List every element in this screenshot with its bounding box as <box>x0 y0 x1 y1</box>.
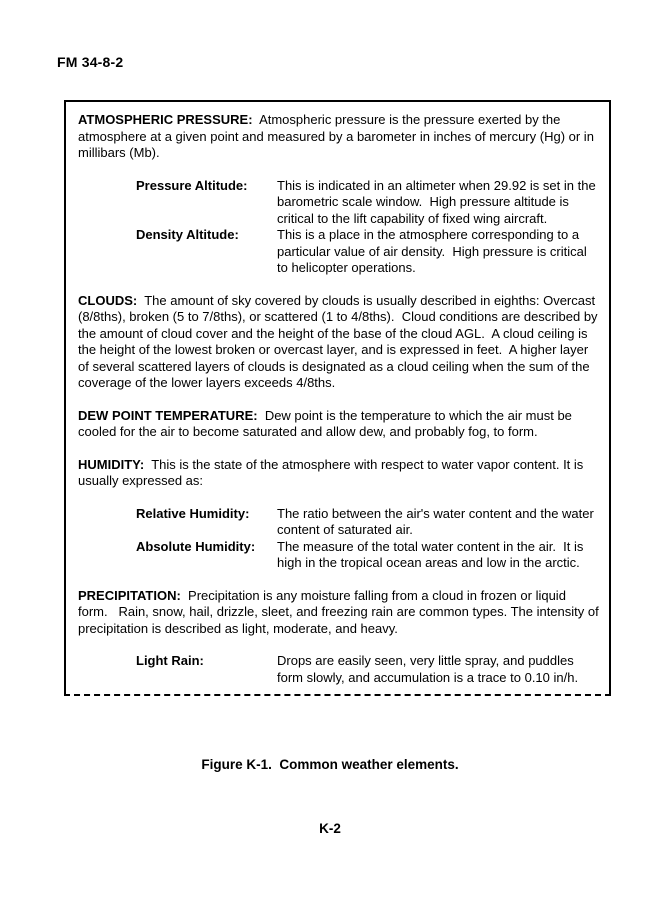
paragraph-atmospheric-pressure <box>78 112 599 162</box>
definition-term-density-altitude: Density Altitude: <box>136 227 239 242</box>
term-humidity: HUMIDITY: <box>78 456 145 472</box>
figure-caption: Figure K-1. Common weather elements. <box>201 757 459 772</box>
definition-list-precipitation <box>78 653 599 686</box>
definition-text-absolute-humidity: The measure of the total water content in the air. It is high in the tropical ocean areas and low in the arctic. <box>277 538 588 570</box>
term-dew-point: DEW POINT TEMPERATURE: <box>78 407 258 423</box>
page-number: K-2 <box>319 821 341 836</box>
definition-term-relative-humidity: Relative Humidity: <box>136 505 250 521</box>
text-dew-point: Dew point is the temperature to which the air must be cooled for the air to become saturated and allow dew, and probably fog, to form. <box>78 407 576 439</box>
definition-term-light-rain: Light Rain: <box>136 653 204 668</box>
definition-row-relative-humidity <box>78 506 599 539</box>
paragraph-dew-point <box>78 408 599 441</box>
definition-text-light-rain: Drops are easily seen, very little spray, and puddles form slowly, and accumulation is a trace to 0.10 in/h. <box>277 653 579 685</box>
definition-text-relative-humidity: The ratio between the air's water content and the water content of saturated air. <box>277 505 598 537</box>
definition-list-altitude <box>78 178 599 277</box>
definition-list-humidity <box>78 506 599 572</box>
definition-term-pressure-altitude: Pressure Altitude: <box>136 177 248 193</box>
paragraph-clouds <box>78 292 602 392</box>
definition-row-light-rain <box>78 653 599 686</box>
text-precipitation: Precipitation is any moisture falling from a cloud in frozen or liquid form. Rain, snow, hail, drizzle, sleet, and freezing rain are common types. The intensity of precipitation is described as light, moderate, and heavy. <box>78 587 603 636</box>
term-precipitation: PRECIPITATION: <box>78 587 181 603</box>
definition-row-density-altitude <box>78 227 599 277</box>
definition-row-absolute-humidity <box>78 539 599 572</box>
figure-box <box>64 100 611 696</box>
paragraph-humidity <box>78 457 599 490</box>
definition-text-density-altitude: This is a place in the atmosphere corresponding to a particular value of air density. High pressure is critical to helicopter operations. <box>277 227 591 275</box>
term-atmospheric-pressure: ATMOSPHERIC PRESSURE: <box>78 112 253 127</box>
document-header: FM 34-8-2 <box>57 54 124 70</box>
paragraph-precipitation <box>78 587 603 638</box>
definition-text-pressure-altitude: This is indicated in an altimeter when 29.92 is set in the barometric scale window. High pressure altitude is critical to the lift capability of fixed wing aircraft. <box>277 177 600 226</box>
text-humidity: This is the state of the atmosphere with respect to water vapor content. It is usually expressed as: <box>78 456 587 488</box>
definition-term-absolute-humidity: Absolute Humidity: <box>136 538 256 554</box>
definition-row-pressure-altitude <box>78 178 599 228</box>
text-clouds: The amount of sky covered by clouds is usually described in eighths: Overcast (8/8ths), broken (5 to 7/8ths), or scattered (1 to 4/8ths). Cloud conditions are described by the amount of cloud cover and the height of the base of the cloud AGL. A cloud ceiling is the height of the lowest broken or overcast layer, and is expressed in feet. A higher layer of several scattered layers of clouds is designated as a cloud ceiling when the sum of the coverage of the lower layers exceeds 4/8ths. <box>78 292 602 390</box>
term-clouds: CLOUDS: <box>78 292 138 308</box>
text-atmospheric-pressure: Atmospheric pressure is the pressure exerted by the atmosphere at a given point and measured by a barometer in inches of mercury (Hg) or in millibars (Mb). <box>78 112 598 160</box>
